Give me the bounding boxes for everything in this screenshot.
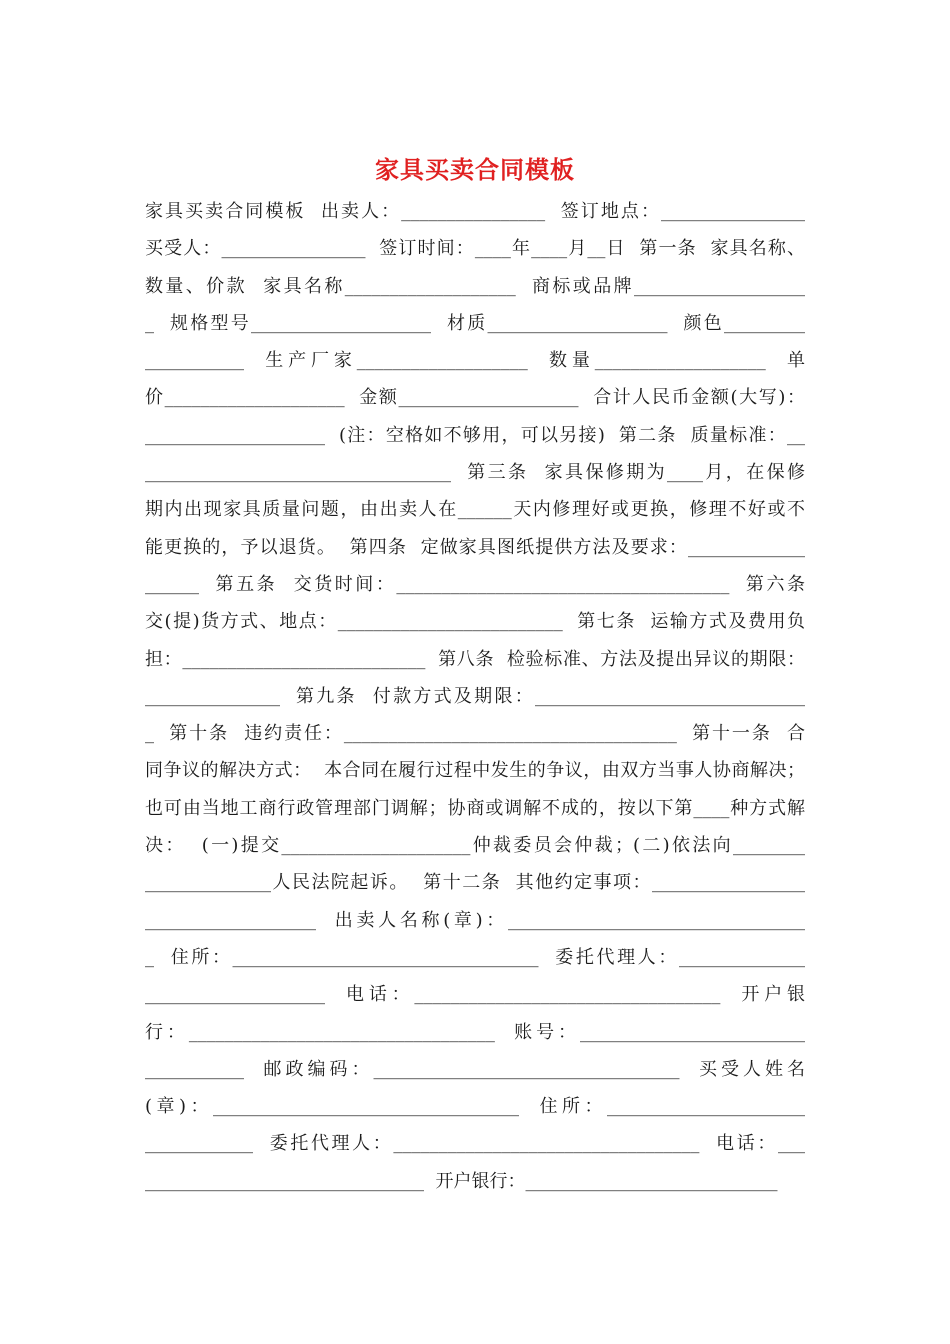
body-line: 也可由当地工商行政管理部门调解；协商或调解不成的，按以下第____种方式解 — [145, 797, 805, 819]
document-title: 家具买卖合同模板 — [375, 155, 575, 184]
body-line: 担：___________________________ 第八条 检验标准、方法及提出异议的期限： — [145, 648, 805, 670]
body-line: ____________ 委托代理人：__________________________________ 电话：___ — [145, 1133, 805, 1155]
body-line: ____________________ (注：空格如不够用，可以另接) 第二条 质量标准：__ — [145, 424, 805, 446]
body-line: ___________ 邮政编码：__________________________________ 买受人姓名 — [145, 1058, 805, 1080]
body-line: _______________ 第九条 付款方式及期限：______________________________ — [145, 685, 805, 707]
body-line: ______ 第五条 交货时间：_____________________________________ 第六条 — [145, 573, 805, 595]
body-line: 数量、价款 家具名称___________________ 商标或品牌___________________ — [145, 275, 805, 297]
body-line: 同争议的解决方式： 本合同在履行过程中发生的争议，由双方当事人协商解决； — [145, 760, 805, 782]
body-line: _______________________________ 开户银行：____________________________ — [145, 1170, 778, 1192]
body-line: 决： (一)提交_____________________仲裁委员会仲裁；(二)依法向________ — [145, 835, 805, 857]
body-line: 买受人：________________ 签订时间：____年____月__日 第一条 家具名称、 — [145, 238, 805, 260]
contract-body — [145, 193, 805, 1200]
body-line: 价____________________ 金额____________________ 合计人民币金额(大写)： — [145, 387, 805, 409]
body-line: _ 第十条 违约责任：_____________________________________ 第十一条 合 — [145, 723, 805, 745]
body-line: ______________人民法院起诉。 第十二条 其他约定事项：_________________ — [145, 872, 805, 894]
body-line: 期内出现家具质量问题，由出卖人在______天内修理好或更换，修理不好或不 — [145, 499, 805, 521]
body-line: (章)：__________________________________ 住所：______________________ — [145, 1096, 805, 1118]
body-line: __________________________________ 第三条 家具保修期为____月，在保修 — [145, 462, 805, 484]
body-line: 能更换的，予以退货。 第四条 定做家具图纸提供方法及要求：_____________ — [145, 536, 805, 558]
body-line: _ 住所：__________________________________ 委托代理人：______________ — [145, 946, 805, 968]
body-line: 行：__________________________________ 账号：_________________________ — [145, 1021, 805, 1043]
body-line: ___________ 生产厂家___________________ 数量___________________ 单 — [145, 350, 805, 372]
body-line: ___________________ 出卖人名称(章)：_________________________________ — [145, 909, 805, 931]
body-line: 交(提)货方式、地点：_________________________ 第七条 运输方式及费用负 — [145, 611, 805, 633]
body-line: _ 规格型号____________________ 材质____________________ 颜色_________ — [145, 312, 805, 334]
body-line: ____________________ 电话：__________________________________ 开户银 — [145, 984, 805, 1006]
body-line: 家具买卖合同模板 出卖人：________________ 签订地点：________________ — [145, 201, 805, 222]
